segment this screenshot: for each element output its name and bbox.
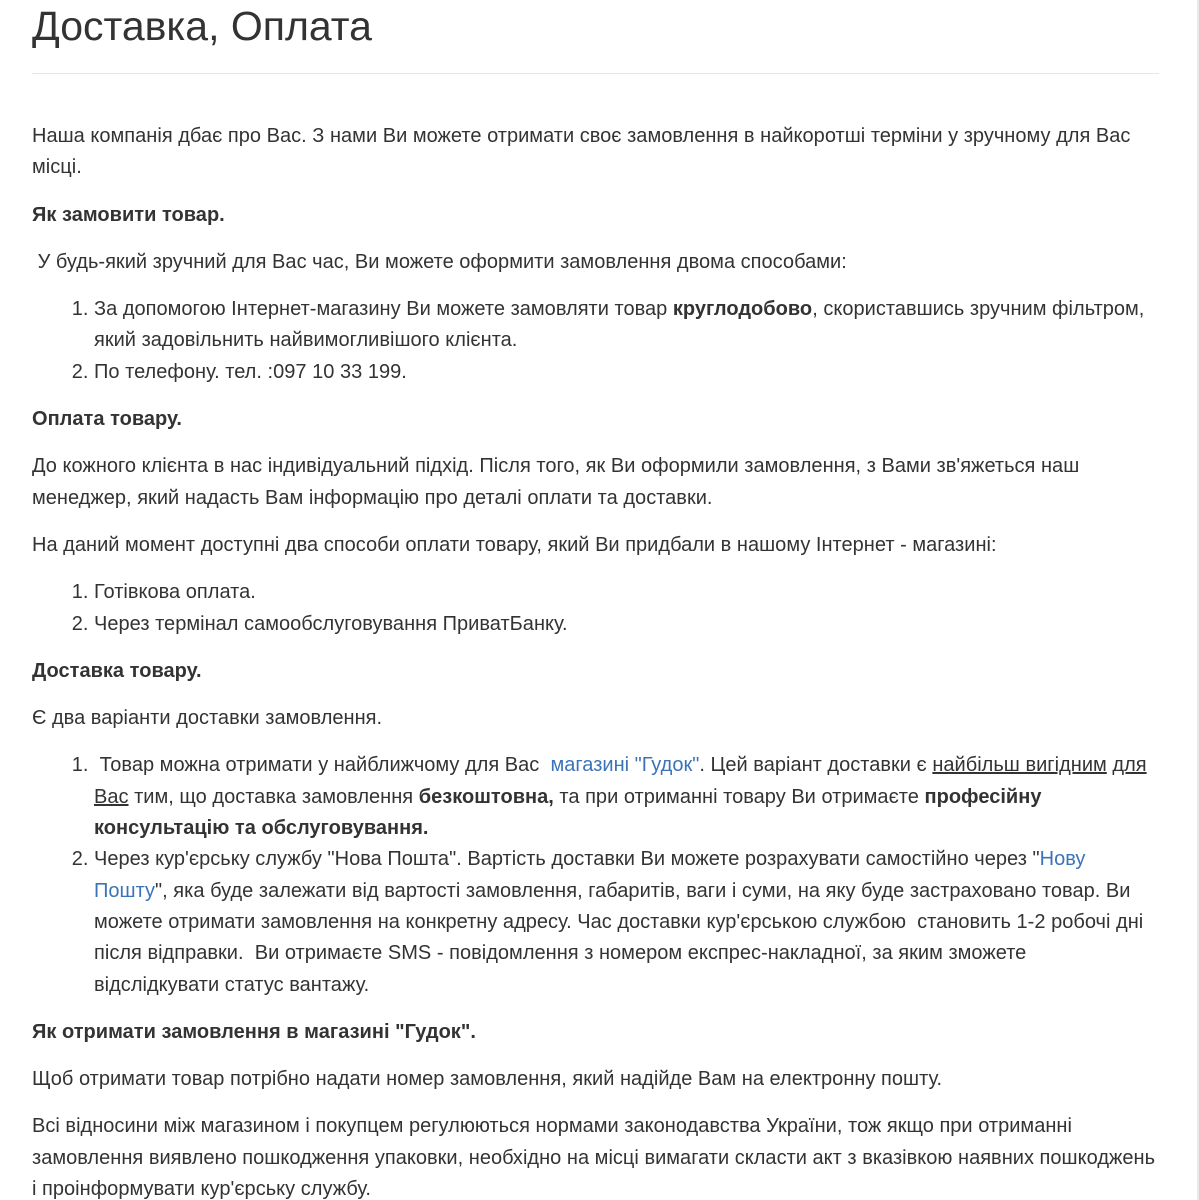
pickup-heading: Як отримати замовлення в магазині "Гудок". bbox=[32, 1020, 476, 1043]
delivery-item-1-bold-2: професійну консультацію та обслуговування. bbox=[94, 785, 1042, 840]
delivery-item-1-underline-1: найбільш вигідним bbox=[932, 754, 1107, 777]
payment-heading: Оплата товару. bbox=[32, 408, 182, 431]
order-lead bbox=[32, 247, 1157, 278]
list-item bbox=[94, 844, 1157, 1000]
pickup-paragraph-1: Щоб отримати товар потрібно надати номер замовлення, який надійде Вам на електронну пошту. bbox=[32, 1068, 943, 1091]
payment-paragraph-1: До кожного клієнта в нас індивідуальний підхід. Після того, як Ви оформили замовлення, з Вами зв'яжеться наш менеджер, який надасть Вам інформацію про деталі оплати та доставки. bbox=[32, 455, 1080, 509]
delivery-item-2-tail: ", яка буде залежати від вартості замовлення, габаритів, ваги і суми, на яку буде застраховано товар. Ви можете отримати замовлення на конкретну адресу. Час доставки кур'єрською службою становить 1-2 робочі дні після відправки. Ви отримаєте SMS - повідомлення з номером експрес-накладної, за яким зможете відслідкувати статус вантажу. bbox=[94, 879, 1149, 996]
delivery-item-1-bold-1: безкоштовна, bbox=[418, 785, 554, 808]
payment-methods-list bbox=[32, 577, 1157, 640]
intro-paragraph: Наша компанія дбає про Вас. З нами Ви можете отримати своє замовлення в найкоротші терміни у зручному для Вас місці. bbox=[32, 125, 1131, 179]
gudok-store-link[interactable]: магазині "Гудок" bbox=[550, 754, 700, 777]
delivery-lead: Є два варіанти доставки замовлення. bbox=[32, 707, 383, 730]
order-methods-list bbox=[32, 294, 1157, 388]
list-item: 1. Готівкова оплата. bbox=[94, 577, 1157, 608]
pickup-paragraph-2: Всі відносини між магазином і покупцем регулюються нормами законодавства України, тож якщо при отриманні замовлення виявлено пошкодження упаковки, необхідно на місці вимагати скласти акт з вказівкою наявних пошкоджень і проінформувати кур'єрську службу. bbox=[32, 1115, 1156, 1200]
order-item-1-tail: , скориставшись зручним фільтром, який задовільнить найвимогливішого клієнта. bbox=[94, 298, 1145, 352]
delivery-item-2-text: Через кур'єрську службу "Нова Пошта". Вартість доставки Ви можете розрахувати самостійно через " bbox=[94, 848, 1040, 871]
order-heading: Як замовити товар. bbox=[32, 203, 225, 226]
list-item: 2. Через термінал самообслуговування ПриватБанку. bbox=[94, 609, 1157, 640]
article-content bbox=[32, 121, 1157, 1200]
list-item bbox=[94, 750, 1157, 844]
delivery-item-1-text-3: тим, що доставка замовлення bbox=[128, 785, 419, 808]
delivery-item-1-text-2: . Цей варіант доставки є bbox=[699, 754, 933, 777]
delivery-item-1-underline-2: для Вас bbox=[94, 754, 1147, 808]
order-lead-text: У будь-який зручний для Вас час, Ви можете оформити замовлення двома способами: bbox=[32, 250, 847, 273]
delivery-heading: Доставка товару. bbox=[32, 659, 202, 682]
nova-poshta-link[interactable]: Нову Пошту bbox=[94, 848, 1086, 902]
delivery-options-list bbox=[32, 750, 1157, 1000]
list-item bbox=[94, 294, 1157, 357]
title-divider bbox=[32, 73, 1159, 74]
page-title: Доставка, Оплата bbox=[32, 3, 372, 49]
delivery-item-1-text-4: та при отриманні товару Ви отримаєте bbox=[553, 785, 925, 808]
delivery-item-1-text: Товар можна отримати у найближчому для Вас bbox=[94, 754, 545, 777]
order-item-1-bold: круглодобово bbox=[672, 298, 813, 321]
payment-paragraph-2: На даний момент доступні два способи оплати товару, який Ви придбали в нашому Інтернет - магазині: bbox=[32, 533, 997, 556]
order-item-1-text: За допомогою Інтернет-магазину Ви можете замовляти товар bbox=[94, 298, 673, 321]
list-item: 2. По телефону. тел. :097 10 33 199. bbox=[94, 357, 1157, 388]
